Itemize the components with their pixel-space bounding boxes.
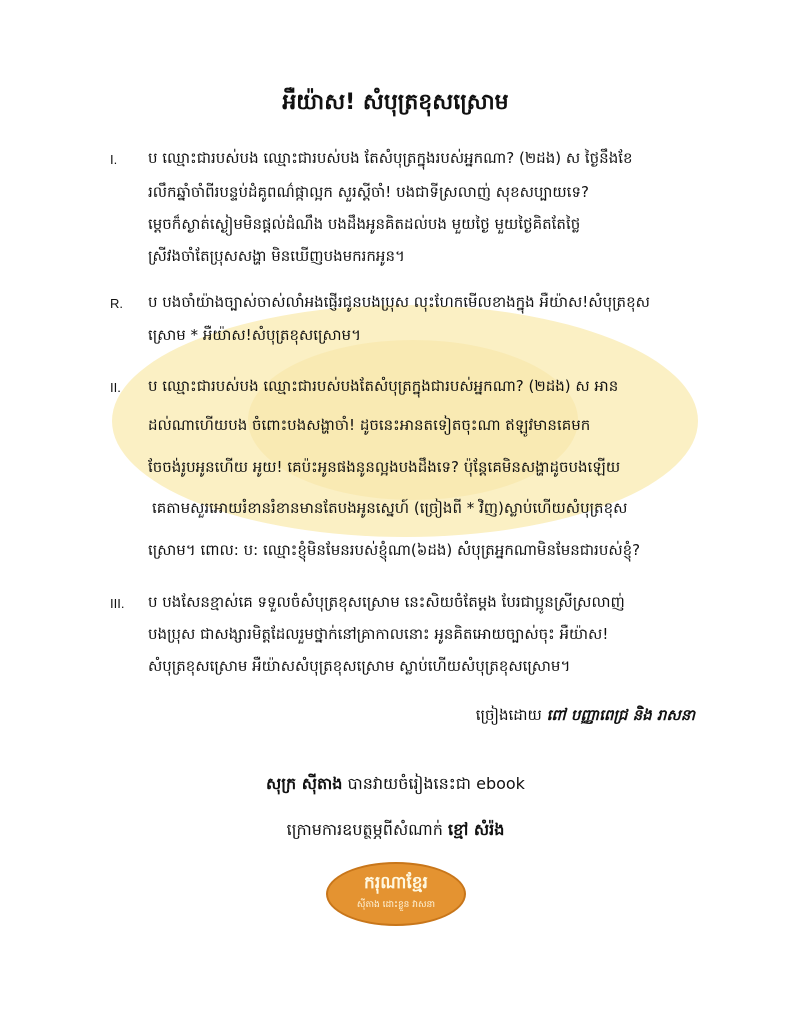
verse-line: ប ឈ្មោះជារបស់បង ឈ្មោះជារបស់បងតែសំបុត្រក្នុងជារបស់អ្នកណា? (២ដង) ស អាន (148, 377, 619, 395)
verse-line: ស្រោម * អឺយ៉ាស!សំបុត្រខុសស្រោម។ (148, 326, 361, 344)
verse-line: ដល់ណាហើយបង ចំពោះបងសង្ហាចាំ! ដូចនេះអានតទៀតចុះណា ឥឡូវមានគេមក (148, 416, 591, 434)
verse-line: រលឹកឆ្នាំចាំពីរបន្ទប់ដំគូពណ៌ផ្កាល្អក សួរស្តីចាំ! បងជាទីស្រលាញ់ សុខសប្បាយទេ? (148, 183, 589, 201)
singer-names: ពៅ បញ្ញាពេជ្រ និង រាសនា (546, 706, 695, 724)
credit-label: ច្រៀងដោយ (475, 706, 542, 724)
song-title: អឺយ៉ាស! សំបុត្រខុសស្រោម (282, 90, 509, 115)
verse-line: ស្រោម។ ពោល: ប: ឈ្មោះខ្ញុំមិនមែនរបស់ខ្ញុំណា(៦ដង) សំបុត្រអ្នកណាមិនមែនជារបស់ខ្ញុំ? (148, 541, 641, 559)
typist-credit (0, 773, 791, 797)
verse-line: ប បងសែនខ្មាស់គេ ទទួលចំសំបុត្រខុសស្រោម នេះសិយចំតែម្តង បែរជាប្អូនស្រីស្រលាញ់ (148, 593, 625, 611)
verse-line: ប ឈ្មោះជារបស់បង ឈ្មោះជារបស់បង តែសំបុត្រក្នុងរបស់អ្នកណា? (២ដង) ស ថ្ងៃនឹងខែ (148, 149, 633, 167)
logo-title: ករុណាខ្មែរ (364, 873, 428, 893)
logo-subtitle: ស៊ីតាង ដោះខ្លួន វាសនា (356, 900, 436, 910)
verse-marker: II. (110, 380, 121, 395)
verse-line: ម្តេចក៏ស្ងាត់ស្ងៀមមិនផ្តល់ដំណឹង បងដឹងអូនគិតដល់បង មួយថ្ងៃ មួយថ្ងៃគិតតែថ្លៃ (148, 215, 581, 233)
typist-text: បានវាយចំរៀងនេះជា ebook (347, 774, 525, 793)
brand-logo (326, 862, 466, 926)
verse-marker: III. (110, 596, 125, 611)
verse-line: បងប្រុស ជាសង្សារមិត្តដែលរួមថ្នាក់នៅគ្រាកាលនោះ អូនគិតអោយច្បាស់ចុះ អឺយ៉ាស! (148, 625, 609, 643)
sponsor-credit (0, 819, 791, 843)
verse-line: គេតាមសួរអោយរំខានរំខានមានតែបងអូនស្នេហ៍ (ច្រៀងពី * វិញ)ស្លាប់ហើយសំបុត្រខុស (152, 499, 628, 517)
verse-line: ស្រីវងចាំតែប្រុសសង្ហា មិនឃើញបងមករកអូន។ (148, 247, 405, 265)
sponsor-name: ខ្មៅ សំរ៉ង (448, 820, 505, 839)
typist-name: សុក្រ ស៊ីតាង (266, 774, 343, 793)
sponsor-text: ក្រោមការឧបត្ថម្ភពីសំណាក់ (286, 820, 443, 839)
singer-credit (476, 706, 695, 728)
verse-marker: I. (110, 152, 118, 167)
verse-line: ប បងចាំយ៉ាងច្បាស់ចាស់លាំអងផ្ញើរជូនបងប្រុស លុះហែកមើលខាងក្នុង អឺយ៉ាស!សំបុត្រខុស (148, 293, 650, 311)
verse-line: ចែចង់រូបអូនហើយ អូយ! គេប៉ះអូនផងនូនល្អងបងដឹងទេ? ប៉ុន្តែគេមិនសង្ហាដូចបងឡើយ (148, 458, 621, 476)
verse-line: សំបុត្រខុសស្រោម អឺយ៉ាសសំបុត្រខុសស្រោម ស្លាប់ហើយសំបុត្រខុសស្រោម។ (148, 657, 571, 675)
verse-marker: R. (110, 296, 123, 311)
